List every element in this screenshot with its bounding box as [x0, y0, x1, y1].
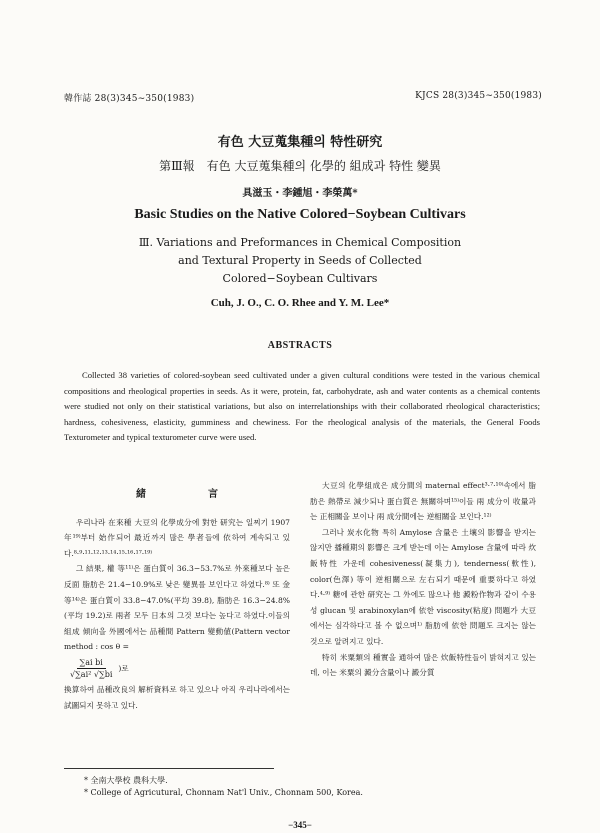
korean-subtitle: 第Ⅲ報 有色 大豆蒐集種의 化學的 組成과 特性 變異: [159, 159, 441, 173]
footnote-rule: [64, 768, 274, 769]
journal-header-korean: 韓作誌 28(3)345∼350(1983): [64, 94, 195, 104]
right-paragraph-1: 大豆의 化學組成은 成分間의 maternal effect³·⁷·¹⁰⁾속에서 脂肪은 熱帶로 減少되나 蛋白質은 無關하며¹⁵⁾이들 兩 成分이 收量과는 正相關을 보이나 兩 成分間에는 逆相關을 보인다.¹²⁾: [310, 481, 536, 522]
page-number: −345−: [288, 820, 312, 830]
intro-paragraph-2: 그 結果, 權 等¹¹⁾은 蛋白質이 36.3−53.7%로 外來種보다 높은 反面 脂肪은 21.4−10.9%로 낮은 變異를 보인다고 하였다.⁸⁾ 또 金 等¹⁴⁾은 蛋白質이 33.8−47.0%(平均 39.8), 脂肪은 16.3−24.8%(平均 19.2)로 兩者 모두 日本의 그것 보다는 높다고 하였다.이들의 組成 傾向을 外國에서는 品種間 Pattern 變動値(Pattern vector method : cos θ =: [64, 564, 290, 652]
english-authors: Cuh, J. O., C. O. Rhee and Y. M. Lee*: [210, 297, 390, 309]
english-subtitle-line-3: Colored−Soybean Cultivars: [222, 272, 378, 285]
english-title: Basic Studies on the Native Colored−Soybean Cultivars: [134, 207, 466, 222]
english-subtitle-line-1: Ⅲ. Variations and Preformances in Chemical Composition: [138, 236, 462, 249]
formula-numerator: ∑ai bi: [77, 657, 106, 669]
formula-suffix: )로: [118, 663, 129, 673]
footnote-korean: * 全南大學校 農科大學.: [84, 776, 168, 785]
pattern-vector-formula: [64, 657, 290, 680]
left-column: [64, 478, 290, 713]
footnote-english: * College of Agricutural, Chonnam Nat'l Univ., Chonnam 500, Korea.: [84, 788, 363, 797]
formula-denominator: √∑ai² √∑bi: [70, 669, 113, 679]
intro-heading: 緒 言: [136, 489, 244, 500]
english-subtitle-line-2: and Textural Property in Seeds of Collected: [178, 254, 422, 267]
korean-title: 有色 大豆蒐集種의 特性研究: [217, 135, 383, 150]
intro-paragraph-3: 換算하여 品種改良의 解析資料로 하고 있으나 아직 우리나라에서는 試圖되지 못하고 있다.: [64, 684, 290, 710]
english-subtitle: [0, 234, 600, 288]
right-paragraph-2: 그러나 炭水化物 특히 Amylose 含量은 土壤의 影響을 받지는 않지만 播種期의 影響은 크게 받는데 이는 Amylose 含量에 따라 炊飯特性 가운데 cohesiveness(凝集力), tenderness(軟性), color(色澤) 等이 逆相關으로 左右되기 때문에 重要하다고 하였다.⁴·⁹⁾ 糖에 관한 研究는 그 外에도 많으나 他 澱粉作物과 같이 수용성 glucan 및 arabinoxylan에 依한 viscosity(粘度) 問題가 大豆에서는 심각하다고 볼 수 없으며¹⁾ 脂肪에 依한 問題도 크지는 않는 것으로 알려지고 있다.: [310, 527, 536, 646]
intro-paragraph-1: 우리나라 在來種 大豆의 化學成分에 對한 研究는 일찌기 1907年¹⁹⁾부터 始作되어 最近까지 많은 學者들에 依하여 계속되고 있다.⁸·⁹·¹¹·¹²·¹³·¹⁴·¹⁵·¹⁶·¹⁷·¹⁹⁾: [64, 517, 290, 558]
right-column: [310, 478, 536, 681]
abstract-heading: ABSTRACTS: [267, 340, 333, 351]
abstract-text: Collected 38 varieties of colored-soybean seed cultivated under a given cultural conditions were tested in the various chemical compositions and rheological properties in seeds. As it were, protein, fat, carbohydrate, ash and water contents as a chemical contents were studied not only on their statistical variations, but also on interrelationships with their collaborated rheological characteristics; hardness, cohesiveness, elasticity, gumminess and chewiness. For the rheological analysis of the materials, the General Foods Texturometer and typical texturometer curve were used.: [64, 370, 540, 443]
korean-authors: 具滋玉・李鍾旭・李榮萬*: [242, 188, 358, 199]
formula-fraction: [67, 657, 115, 680]
journal-header-english: KJCS 28(3)345∼350(1983): [415, 91, 542, 101]
right-paragraph-3: 特히 米粟類의 種實을 通하여 많은 炊飯特性들이 밝혀지고 있는데, 이는 米粟의 澱分含量이나 澱分質: [310, 652, 536, 678]
